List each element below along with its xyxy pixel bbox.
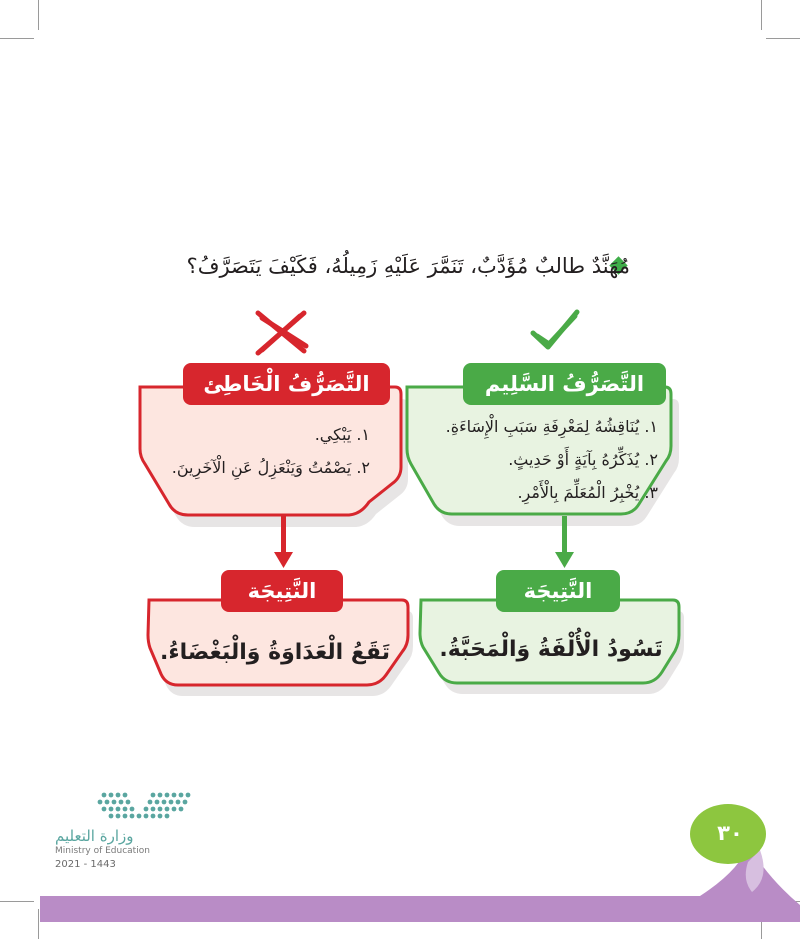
ministry-name-english: Ministry of Education [55, 846, 150, 856]
wrong-x-icon [258, 313, 306, 353]
wrong-behavior-list [150, 418, 370, 484]
question-text: مُهَنَّدٌ طالبٌ مُؤَدَّبٌ، تَنَمَّرَ عَلَيْهِ زَمِيلُهُ، فَكَيْفَ يَتَصَرَّفُ؟ [186, 254, 630, 278]
ministry-name-arabic: وزارة التعليم [55, 827, 134, 845]
list-item: ١. يَبْكِي. [314, 425, 370, 444]
wrong-behavior-label: التَّصَرُّفُ الْخَاطِئ [183, 363, 390, 405]
list-item: ١. يُنَاقِشُهُ لِمَعْرِفَةِ سَبَبِ الْإِسَاءَةِ. [445, 417, 658, 436]
list-item: ٣. يُخْبِرُ الْمُعَلِّمَ بِالْأَمْرِ. [517, 483, 658, 502]
page-number: ٣٠ [717, 821, 743, 845]
edition-year: 2021 - 1443 [55, 859, 116, 870]
correct-check-icon [533, 312, 577, 347]
right-behavior-label: التَّصَرُّفُ السَّلِيم [463, 363, 666, 405]
bottom-band [40, 896, 762, 922]
right-result-label: النَّتِيجَة [496, 570, 620, 612]
list-item: ٢. يَصْمُتُ وَيَنْعَزِلُ عَنِ الْآخَرِينَ. [171, 458, 370, 477]
right-behavior-list [418, 410, 658, 509]
list-item: ٢. يُذَكِّرُهُ بِآيَةٍ أَوْ حَدِيثٍ. [508, 450, 658, 469]
right-result-text: تَسُودُ الْأُلْفَةُ وَالْمَحَبَّةُ. [439, 637, 663, 662]
wrong-result-text: تَقَعُ الْعَدَاوَةُ وَالْبَغْضَاءُ. [160, 640, 390, 665]
wrong-result-label: النَّتِيجَة [221, 570, 343, 612]
ministry-logo-icon [98, 793, 191, 819]
